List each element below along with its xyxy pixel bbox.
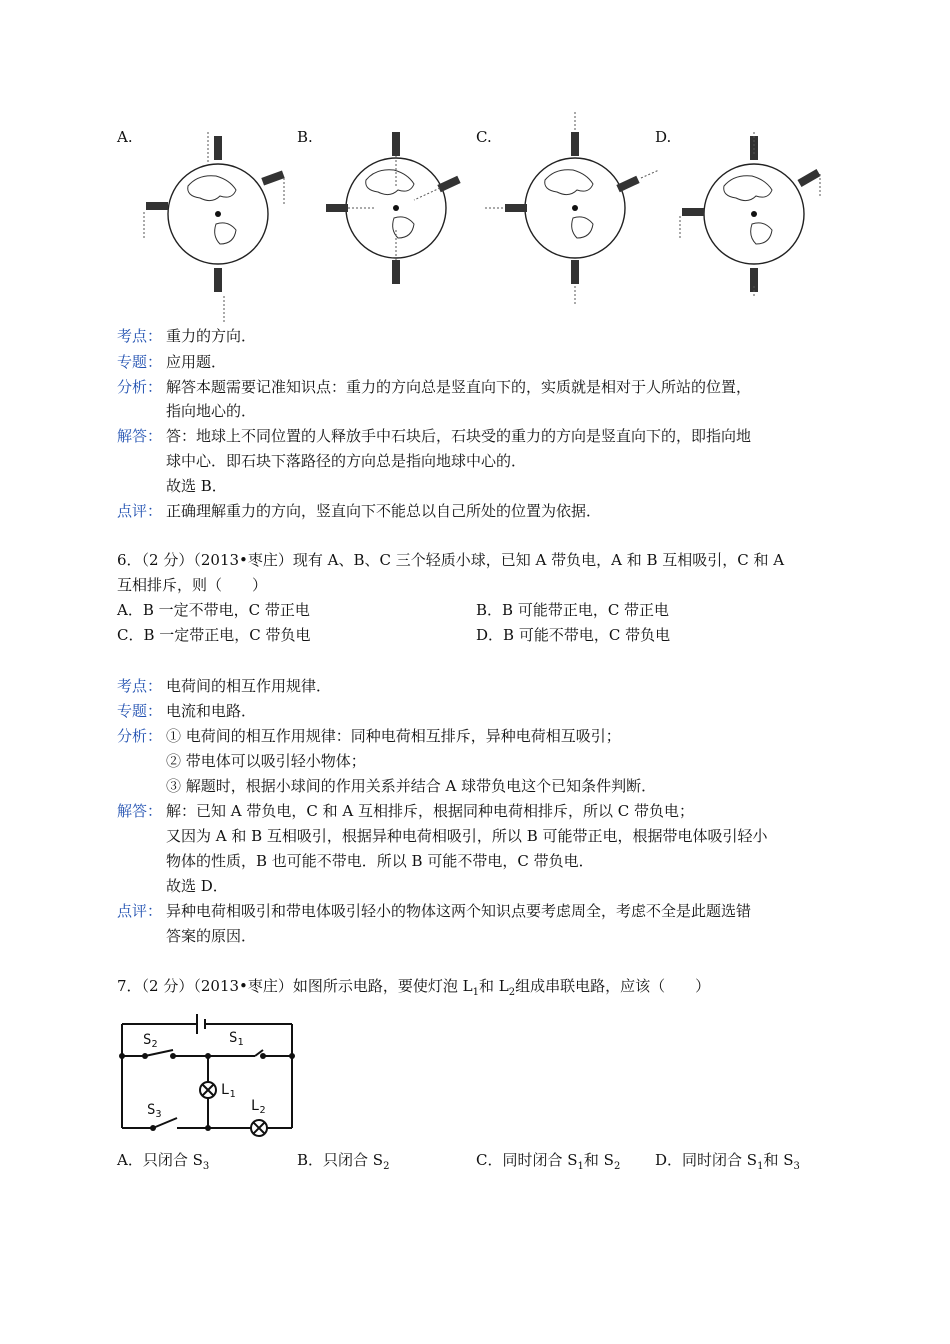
q5-fenxi-line-2: 指向地心的．	[166, 402, 257, 420]
q5-option-b-letter: B.	[297, 128, 313, 146]
q5-option-a-letter: A.	[117, 128, 133, 146]
q6-jieda-line-4: 故选 D．	[166, 877, 228, 895]
q5-zhuanti-label: 专题：	[117, 353, 163, 371]
q6-kaodian-text: 电荷间的相互作用规律．	[166, 677, 332, 695]
q6-dianping-line-2: 答案的原因．	[166, 927, 257, 945]
q5-kaodian-label: 考点：	[117, 327, 163, 345]
q6-jieda-label: 解答：	[117, 802, 163, 820]
q6-stem-line-1: 6．（2 分）（2013•枣庄）现有 A、B、C 三个轻质小球，已知 A 带负电，A 和 B 互相吸引，C 和 A	[117, 551, 785, 569]
q7-option-d: D．同时闭合 $S_1$和 $S_3$	[655, 1151, 800, 1172]
q6-dianping-line-1: 异种电荷相吸引和带电体吸引轻小的物体这两个知识点要考虑周全，考虑不全是此题选错	[166, 902, 752, 920]
q6-jieda-line-3: 物体的性质，B 也可能不带电．所以 B 可能不带电，C 带负电．	[166, 852, 594, 870]
q5-option-d-letter: D.	[655, 128, 672, 146]
q5-dianping-label: 点评：	[117, 502, 163, 520]
q6-fenxi-line-1: ① 电荷间的相互作用规律：同种电荷相互排斥，异种电荷相互吸引；	[166, 727, 621, 745]
q6-option-d: D．B 可能不带电，C 带负电	[476, 626, 671, 644]
circuit-label-s1: $S_1$	[229, 1030, 244, 1048]
globe-figure-c	[497, 130, 657, 300]
q7-option-c: C．同时闭合 $S_1$和 $S_2$	[476, 1151, 621, 1172]
circuit-diagram	[115, 1010, 300, 1135]
q5-jieda-label: 解答：	[117, 427, 163, 445]
q5-fenxi-line-1: 解答本题需要记准知识点：重力的方向总是竖直向下的，实质就是相对于人所站的位置，	[166, 378, 752, 396]
q5-option-c-letter: C.	[476, 128, 492, 146]
q6-zhuanti-text: 电流和电路．	[166, 702, 257, 720]
q6-stem-line-2: 互相排斥，则（ ）	[117, 576, 268, 594]
q5-jieda-line-2: 球中心．即石块下落路径的方向总是指向地球中心的．	[166, 452, 527, 470]
globe-figure-a	[140, 130, 300, 300]
globe-figure-d	[676, 130, 836, 300]
circuit-label-l2: $L_2$	[251, 1098, 266, 1116]
q6-option-b: B．B 可能带正电，C 带正电	[476, 601, 670, 619]
q6-fenxi-line-2: ② 带电体可以吸引轻小物体；	[166, 752, 366, 770]
q7-option-b: B．只闭合 $S_2$	[297, 1151, 390, 1172]
q6-kaodian-label: 考点：	[117, 677, 163, 695]
q7-option-a: A．只闭合 $S_3$	[117, 1151, 210, 1172]
q6-option-a: A．B 一定不带电，C 带正电	[117, 601, 310, 619]
q6-fenxi-label: 分析：	[117, 727, 163, 745]
q7-stem: 7．（2 分）（2013•枣庄）如图所示电路，要使灯泡 $L_1$和 $L_2$组成串联电路，应该（ ）	[117, 977, 711, 998]
circuit-label-s3: $S_3$	[147, 1102, 162, 1120]
q5-fenxi-label: 分析：	[117, 378, 163, 396]
q5-kaodian-text: 重力的方向．	[166, 327, 257, 345]
q6-dianping-label: 点评：	[117, 902, 163, 920]
q6-option-c: C．B 一定带正电，C 带负电	[117, 626, 311, 644]
q6-fenxi-line-3: ③ 解题时，根据小球间的作用关系并结合 A 球带负电这个已知条件判断．	[166, 777, 657, 795]
q5-dianping-text: 正确理解重力的方向，竖直向下不能总以自己所处的位置为依据．	[166, 502, 602, 520]
q6-zhuanti-label: 专题：	[117, 702, 163, 720]
q5-jieda-line-3: 故选 B．	[166, 477, 227, 495]
q5-jieda-line-1: 答：地球上不同位置的人释放手中石块后，石块受的重力的方向是竖直向下的，即指向地	[166, 427, 752, 445]
circuit-label-s2: $S_2$	[143, 1032, 158, 1050]
q6-jieda-line-2: 又因为 A 和 B 互相吸引，根据异种电荷相吸引，所以 B 可能带正电，根据带电体吸引轻小	[166, 827, 768, 845]
q6-jieda-line-1: 解：已知 A 带负电，C 和 A 互相排斥，根据同种电荷相排斥，所以 C 带负电；	[166, 802, 694, 820]
globe-figure-b	[318, 130, 478, 300]
q5-zhuanti-text: 应用题．	[166, 353, 227, 371]
circuit-label-l1: $L_1$	[221, 1082, 236, 1100]
